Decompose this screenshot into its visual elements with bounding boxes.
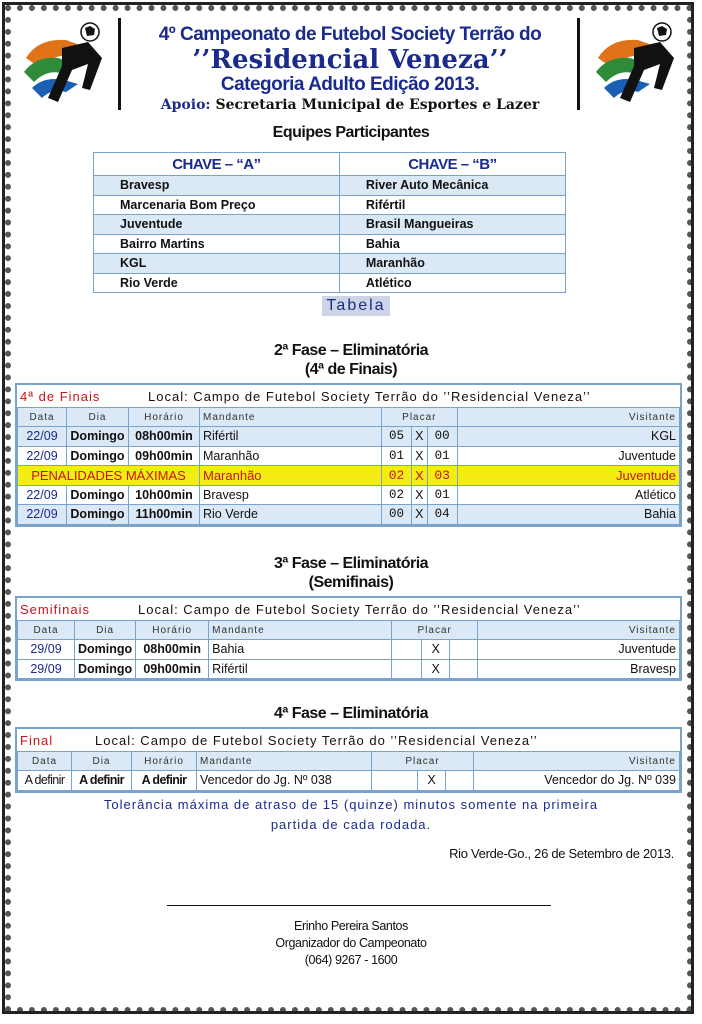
header-line1: 4º Campeonato de Futebol Society Terrão do xyxy=(158,24,542,45)
phase4-local: Local: Campo de Futebol Society Terrão do ’’Residencial Veneza’’ xyxy=(95,732,538,748)
match-home-score xyxy=(392,640,422,660)
table-row xyxy=(18,771,680,791)
match-time: 10h00min xyxy=(129,485,200,505)
match-time: A definir xyxy=(132,771,197,791)
table-row xyxy=(18,446,680,466)
match-away-score xyxy=(450,640,478,660)
match-home-score: 02 xyxy=(382,485,412,505)
match-day: Domingo xyxy=(67,446,129,466)
teams-table xyxy=(93,152,566,293)
phase3-title-line2: (Semifinais) xyxy=(308,574,394,591)
match-away: Juventude xyxy=(457,446,679,466)
match-home: Rifértil xyxy=(209,659,392,679)
match-day: Domingo xyxy=(67,485,129,505)
header-category: Categoria Adulto Edição 2013. xyxy=(220,74,480,95)
team-a: KGL xyxy=(94,254,340,274)
team-b: Maranhão xyxy=(339,254,565,274)
table-row xyxy=(94,215,566,235)
match-home: Bahia xyxy=(209,640,392,660)
header-apoio xyxy=(120,96,580,114)
match-home-score: 01 xyxy=(382,446,412,466)
phase3-local: Local: Campo de Futebol Society Terrão do ’’Residencial Veneza’’ xyxy=(138,601,581,617)
phase4-panel xyxy=(15,727,682,793)
match-day: Domingo xyxy=(75,659,136,679)
col-horario: Horário xyxy=(132,752,197,771)
phase2-title xyxy=(0,341,702,379)
signature-role: Organizador do Campeonato xyxy=(275,936,427,950)
phase2-tag: 4ª de Finais xyxy=(20,388,101,404)
phase2-header xyxy=(17,385,680,407)
apoio-text: Secretaria Municipal de Esportes e Lazer xyxy=(215,97,540,113)
match-away-score: 01 xyxy=(427,446,457,466)
phase3-tag: Semifinais xyxy=(20,601,90,617)
phase2-panel xyxy=(15,383,682,527)
col-data: Data xyxy=(18,621,75,640)
phase2-table xyxy=(17,407,680,525)
col-placar: Placar xyxy=(382,408,458,427)
match-x: X xyxy=(422,659,450,679)
table-row xyxy=(18,485,680,505)
col-dia: Dia xyxy=(72,752,132,771)
phase3-header xyxy=(17,598,680,620)
team-a: Rio Verde xyxy=(94,273,340,293)
match-date: 22/09 xyxy=(18,446,67,466)
col-data: Data xyxy=(18,408,67,427)
match-home-score: 02 xyxy=(382,466,412,486)
team-b: Rifértil xyxy=(339,195,565,215)
match-home: Bravesp xyxy=(200,485,382,505)
match-home-score xyxy=(392,659,422,679)
col-dia: Dia xyxy=(75,621,136,640)
match-home: Rio Verde xyxy=(200,505,382,525)
table-header-row xyxy=(18,752,680,771)
match-away-score xyxy=(446,771,474,791)
col-mandante: Mandante xyxy=(197,752,372,771)
team-a: Bairro Martins xyxy=(94,234,340,254)
col-placar: Placar xyxy=(392,621,478,640)
match-x: X xyxy=(412,427,428,447)
match-x: X xyxy=(412,505,428,525)
team-b: Atlético xyxy=(339,273,565,293)
table-row xyxy=(18,427,680,447)
apoio-label: Apoio: xyxy=(160,97,211,113)
match-home-score xyxy=(372,771,418,791)
table-row xyxy=(94,254,566,274)
table-row xyxy=(94,234,566,254)
table-header-row xyxy=(18,621,680,640)
match-away: Vencedor do Jg. Nº 039 xyxy=(474,771,680,791)
tolerance-note-line1: Tolerância máxima de atraso de 15 (quinze) minutos somente na primeira xyxy=(103,797,599,812)
match-away: KGL xyxy=(457,427,679,447)
col-dia: Dia xyxy=(67,408,129,427)
table-row xyxy=(18,505,680,525)
match-date: A definir xyxy=(18,771,72,791)
col-visitante: Visitante xyxy=(478,621,680,640)
match-time: 08h00min xyxy=(129,427,200,447)
match-time: 09h00min xyxy=(136,659,209,679)
table-row xyxy=(94,176,566,196)
match-away-score xyxy=(450,659,478,679)
col-mandante: Mandante xyxy=(209,621,392,640)
table-header-row xyxy=(18,408,680,427)
signature-phone: (064) 9267 - 1600 xyxy=(304,953,398,967)
table-row xyxy=(18,640,680,660)
phase2-title-line2: (4ª de Finais) xyxy=(304,361,398,378)
phase2-local: Local: Campo de Futebol Society Terrão do ’’Residencial Veneza’’ xyxy=(148,388,591,404)
table-row xyxy=(94,273,566,293)
teams-title: Equipes Participantes xyxy=(272,124,430,141)
match-home: Maranhão xyxy=(200,446,382,466)
phase3-title xyxy=(0,554,702,592)
match-away: Bahia xyxy=(457,505,679,525)
phase3-panel xyxy=(15,596,682,681)
match-away: Atlético xyxy=(457,485,679,505)
match-time: 11h00min xyxy=(129,505,200,525)
match-away: Bravesp xyxy=(478,659,680,679)
signature-line xyxy=(167,905,551,906)
col-placar: Placar xyxy=(372,752,474,771)
team-a: Juventude xyxy=(94,215,340,235)
date-place: Rio Verde-Go., 26 de Setembro de 2013. xyxy=(449,846,674,861)
match-x: X xyxy=(418,771,446,791)
match-x: X xyxy=(412,485,428,505)
match-home-score: 05 xyxy=(382,427,412,447)
penalty-row xyxy=(18,466,680,486)
match-home-score: 00 xyxy=(382,505,412,525)
team-b: River Auto Mecânica xyxy=(339,176,565,196)
match-away: Juventude xyxy=(478,640,680,660)
match-time: 08h00min xyxy=(136,640,209,660)
match-away-score: 01 xyxy=(427,485,457,505)
col-mandante: Mandante xyxy=(200,408,382,427)
col-visitante: Visitante xyxy=(457,408,679,427)
match-x: X xyxy=(412,466,428,486)
team-a: Marcenaria Bom Preço xyxy=(94,195,340,215)
match-away-score: 03 xyxy=(427,466,457,486)
signature-name: Erinho Pereira Santos xyxy=(294,919,408,933)
match-home: Vencedor do Jg. Nº 038 xyxy=(197,771,372,791)
phase2-title-line1: 2ª Fase – Eliminatória xyxy=(273,342,429,359)
phase4-header xyxy=(17,729,680,751)
match-away: Juventude xyxy=(457,466,679,486)
match-date: 22/09 xyxy=(18,505,67,525)
match-day: A definir xyxy=(72,771,132,791)
match-day: Domingo xyxy=(67,427,129,447)
tolerance-note-line2: partida de cada rodada. xyxy=(270,817,432,832)
football-logo-left xyxy=(18,18,110,110)
match-time: 09h00min xyxy=(129,446,200,466)
football-logo-right xyxy=(590,18,682,110)
header-title: ’’Residencial Veneza’’ xyxy=(192,45,508,75)
match-date: 29/09 xyxy=(18,659,75,679)
document-header xyxy=(120,24,580,114)
col-horario: Horário xyxy=(136,621,209,640)
phase4-tag: Final xyxy=(20,732,54,748)
match-date: 22/09 xyxy=(18,485,67,505)
table-row xyxy=(94,195,566,215)
phase4-title: 4ª Fase – Eliminatória xyxy=(273,705,429,722)
table-row xyxy=(18,659,680,679)
match-day: Domingo xyxy=(67,505,129,525)
match-x: X xyxy=(422,640,450,660)
tabela-label: Tabela xyxy=(322,296,390,316)
match-day: Domingo xyxy=(75,640,136,660)
match-away-score: 00 xyxy=(427,427,457,447)
col-horario: Horário xyxy=(129,408,200,427)
match-date: 22/09 xyxy=(18,427,67,447)
team-a: Bravesp xyxy=(94,176,340,196)
col-data: Data xyxy=(18,752,72,771)
chave-b-header: CHAVE – “B” xyxy=(339,153,565,176)
match-home: Maranhão xyxy=(200,466,382,486)
phase3-table xyxy=(17,620,680,679)
chave-a-header: CHAVE – “A” xyxy=(94,153,340,176)
team-b: Brasil Mangueiras xyxy=(339,215,565,235)
phase3-title-line1: 3ª Fase – Eliminatória xyxy=(273,555,429,572)
match-x: X xyxy=(412,446,428,466)
match-away-score: 04 xyxy=(427,505,457,525)
match-home: Rifértil xyxy=(200,427,382,447)
penalty-label: PENALIDADES MÁXIMAS xyxy=(18,466,200,486)
team-b: Bahia xyxy=(339,234,565,254)
col-visitante: Visitante xyxy=(474,752,680,771)
phase4-table xyxy=(17,751,680,791)
match-date: 29/09 xyxy=(18,640,75,660)
